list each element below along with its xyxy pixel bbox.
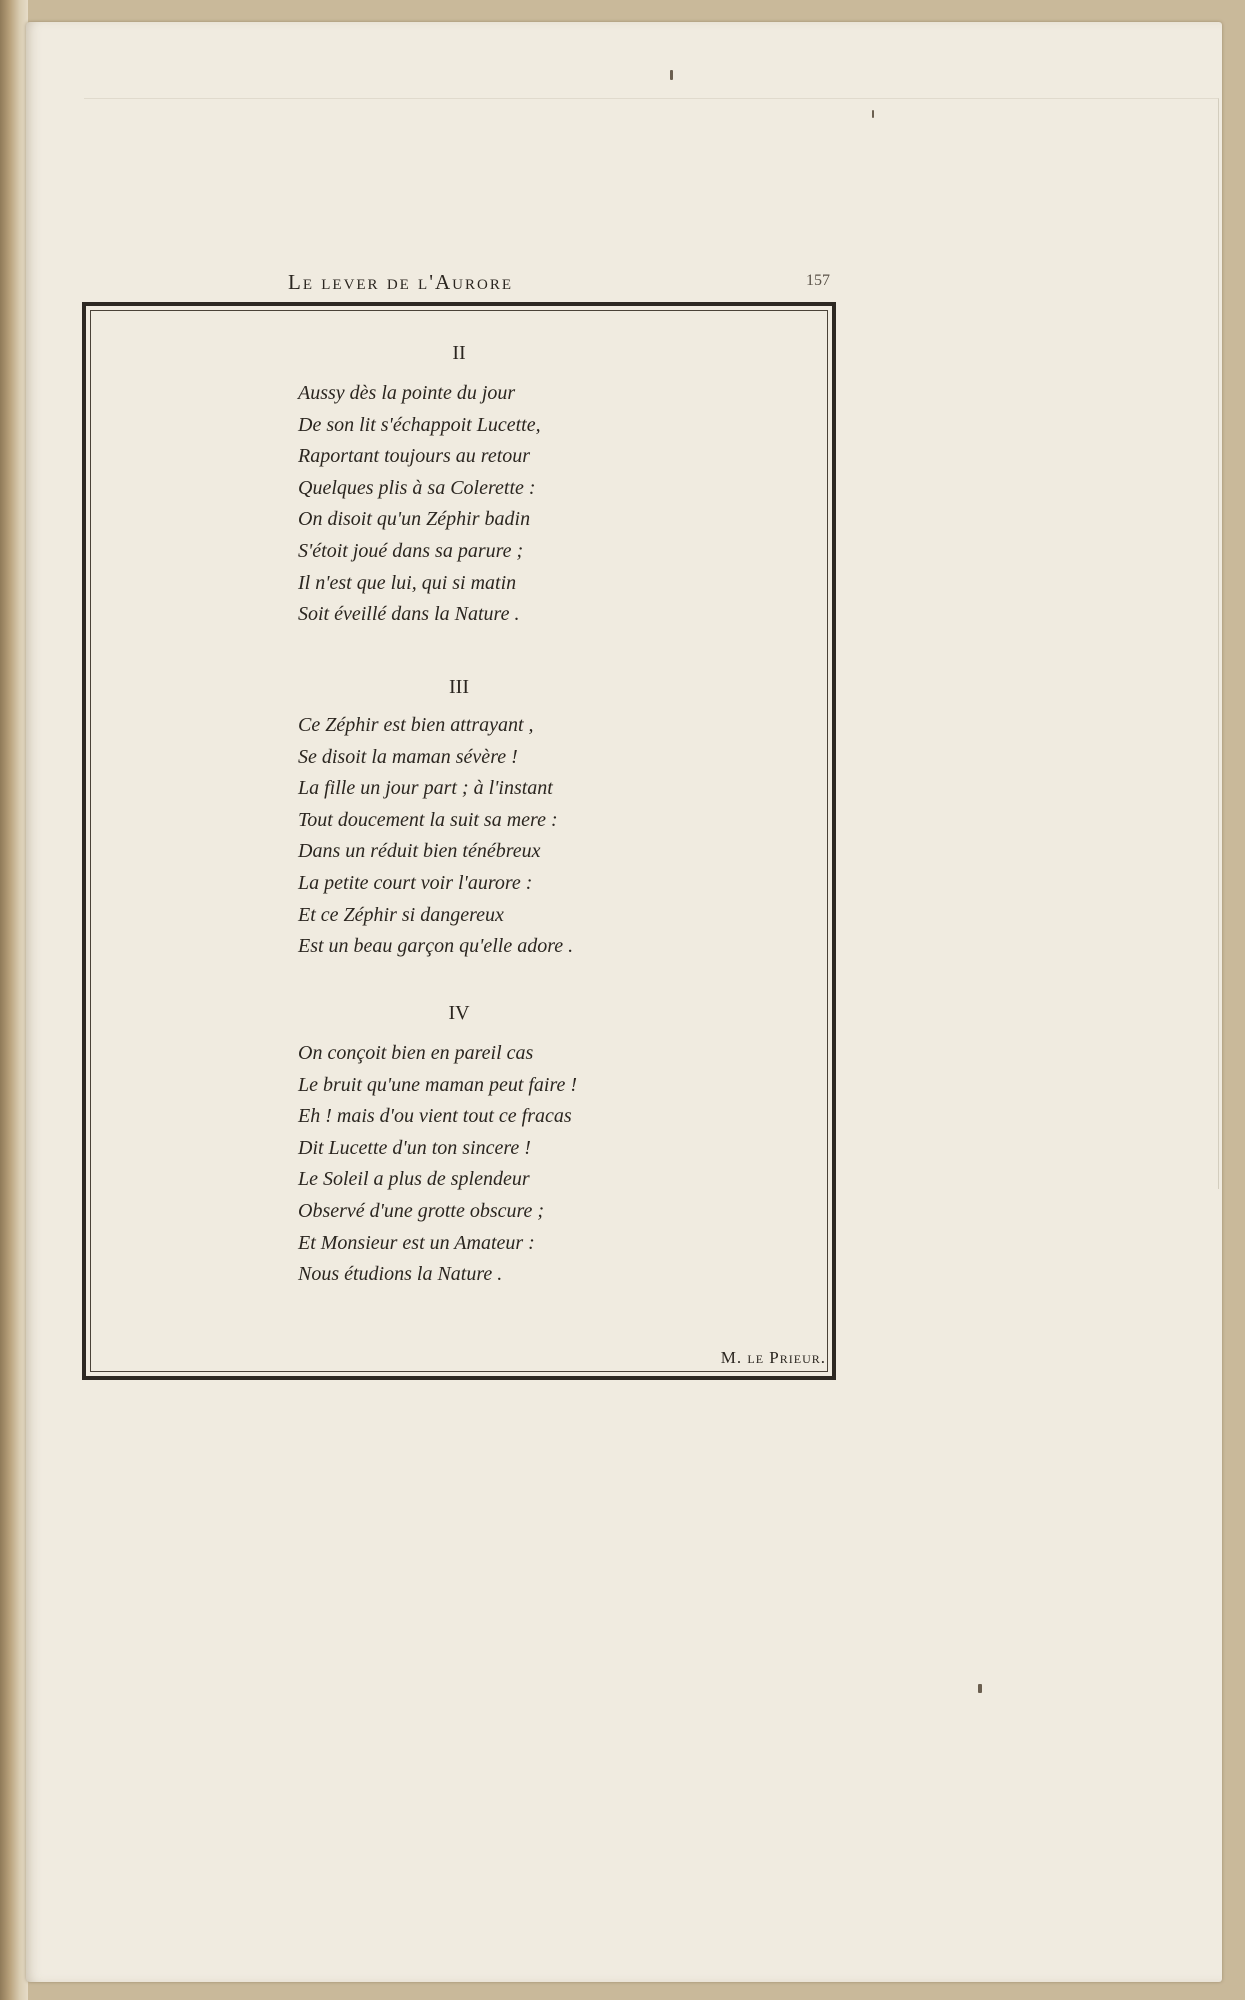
verse-line: Raportant toujours au retour <box>298 445 531 468</box>
verse-line: De son lit s'échappoit Lucette, <box>298 413 541 436</box>
paper-speck <box>872 110 874 118</box>
verse-line: Aussy dès la pointe du jour <box>298 382 516 404</box>
verse-line: Et Monsieur est un Amateur : <box>298 1231 535 1254</box>
verse-line: La fille un jour part ; à l'instant <box>298 777 553 800</box>
stanza-number: III <box>449 676 469 698</box>
engraved-frame <box>82 302 836 1380</box>
verse-line: Dit Lucette d'un ton sincere ! <box>298 1136 531 1159</box>
verse-line: Le Soleil a plus de splendeur <box>298 1168 530 1191</box>
verse-line: Soit éveillé dans la Nature . <box>298 603 520 626</box>
verse-line: Observé d'une grotte obscure ; <box>298 1199 545 1222</box>
verse-line: On conçoit bien en pareil cas <box>298 1042 534 1064</box>
verse-line: Il n'est que lui, qui si matin <box>298 571 517 594</box>
verse-line: Est un beau garçon qu'elle adore . <box>298 935 574 958</box>
book-binding-edge <box>0 0 28 2000</box>
verse-line: Tout doucement la suit sa mere : <box>298 808 558 831</box>
stanza <box>298 1042 768 1295</box>
running-head: Le lever de l'Aurore <box>288 270 514 294</box>
paper-speck <box>670 70 673 80</box>
stanza <box>298 382 768 635</box>
verse-line: Ce Zéphir est bien attrayant , <box>298 714 534 736</box>
verse-line: On disoit qu'un Zéphir badin <box>298 508 531 531</box>
verse-line: Quelques plis à sa Colerette : <box>298 476 536 499</box>
verse-line: Le bruit qu'une maman peut faire ! <box>298 1073 578 1096</box>
stanza-number: II <box>452 342 466 364</box>
stanza <box>298 714 768 967</box>
paper-speck <box>978 1684 982 1693</box>
verse-line: Dans un réduit bien ténébreux <box>298 840 541 863</box>
stanza-number: IV <box>448 1002 470 1024</box>
page-number: 157 <box>806 272 830 289</box>
verse-line: Se disoit la maman sévère ! <box>298 745 518 768</box>
verse-line: La petite court voir l'aurore : <box>298 871 533 894</box>
author-signature: M. le Prieur. <box>720 1348 826 1367</box>
verse-line: Nous étudions la Nature . <box>298 1263 503 1286</box>
verse-line: Eh ! mais d'ou vient tout ce fracas <box>298 1105 572 1128</box>
verse-line: Et ce Zéphir si dangereux <box>298 903 504 926</box>
verse-line: S'étoit joué dans sa parure ; <box>298 539 524 562</box>
